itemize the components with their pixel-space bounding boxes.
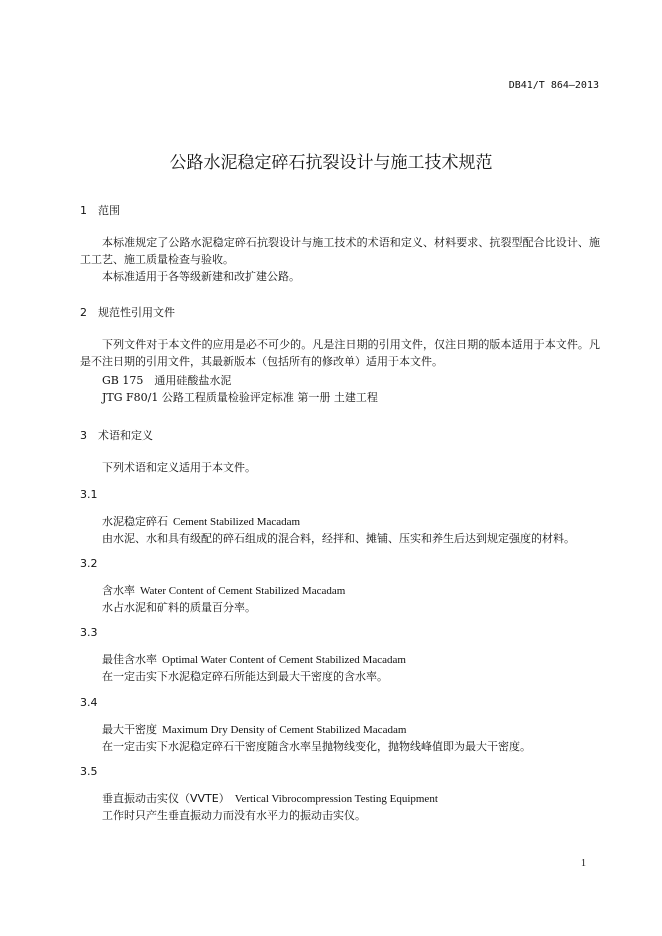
document-code: DB41/T 864—2013 (508, 80, 599, 91)
section-title: 范围 (98, 204, 120, 217)
term-number: 3.2 (80, 557, 98, 570)
term-heading (102, 721, 406, 737)
page-number: 1 (581, 858, 586, 869)
section-2-paragraph-1: 下列文件对于本文件的应用是必不可少的。凡是注日期的引用文件，仅注日期的版本适用于本文件。凡是不注日期的引用文件，其最新版本（包括所有的修改单）适用于本文件。 (80, 338, 600, 368)
term-english: Cement Stabilized Macadam (173, 516, 301, 528)
term-chinese: 最大干密度 (102, 723, 157, 736)
term-number: 3.1 (80, 488, 98, 501)
section-1-paragraph-1: 本标准规定了公路水泥稳定碎石抗裂设计与施工技术的术语和定义、材料要求、抗裂型配合比设计、施工工艺、施工质量检查与验收。 (80, 236, 600, 266)
term-english: Optimal Water Content of Cement Stabilized Macadam (162, 654, 406, 666)
term-number: 3.4 (80, 696, 98, 709)
term-heading (102, 790, 438, 806)
section-number: 1 (80, 204, 87, 217)
term-definition: 在一定击实下水泥稳定碎石干密度随含水率呈抛物线变化，抛物线峰值即为最大干密度。 (102, 740, 531, 753)
term-chinese: 含水率 (102, 584, 135, 597)
section-title: 规范性引用文件 (98, 306, 175, 319)
section-title: 术语和定义 (98, 429, 153, 442)
term-definition: 水占水泥和矿料的质量百分率。 (102, 601, 256, 614)
term-definition: 在一定击实下水泥稳定碎石所能达到最大干密度的含水率。 (102, 670, 388, 683)
section-3-heading (80, 427, 153, 443)
term-chinese: 垂直振动击实仪（VVTE） (102, 792, 230, 805)
section-1-paragraph-2: 本标准适用于各等级新建和改扩建公路。 (102, 270, 300, 283)
normative-reference-1: GB 175 通用硅酸盐水泥 (102, 374, 232, 387)
normative-reference-2: JTG F80/1 公路工程质量检验评定标准 第一册 土建工程 (102, 391, 378, 404)
term-english: Maximum Dry Density of Cement Stabilized Macadam (162, 724, 407, 736)
section-3-intro: 下列术语和定义适用于本文件。 (102, 461, 256, 474)
term-english: Water Content of Cement Stabilized Macadam (140, 585, 346, 597)
section-number: 3 (80, 429, 87, 442)
page-title: 公路水泥稳定碎石抗裂设计与施工技术规范 (169, 153, 493, 173)
term-chinese: 水泥稳定碎石 (102, 515, 168, 528)
section-1-heading (80, 202, 120, 218)
term-english: Vertical Vibrocompression Testing Equipment (234, 793, 438, 805)
term-number: 3.3 (80, 626, 98, 639)
term-heading (102, 651, 406, 667)
section-number: 2 (80, 306, 87, 319)
term-definition: 工作时只产生垂直振动力而没有水平力的振动击实仪。 (102, 809, 366, 822)
term-heading (102, 582, 345, 598)
term-chinese: 最佳含水率 (102, 653, 157, 666)
term-definition: 由水泥、水和具有级配的碎石组成的混合料，经拌和、摊铺、压实和养生后达到规定强度的材料。 (102, 532, 575, 545)
term-number: 3.5 (80, 765, 98, 778)
section-2-heading (80, 304, 175, 320)
term-heading (102, 513, 300, 529)
